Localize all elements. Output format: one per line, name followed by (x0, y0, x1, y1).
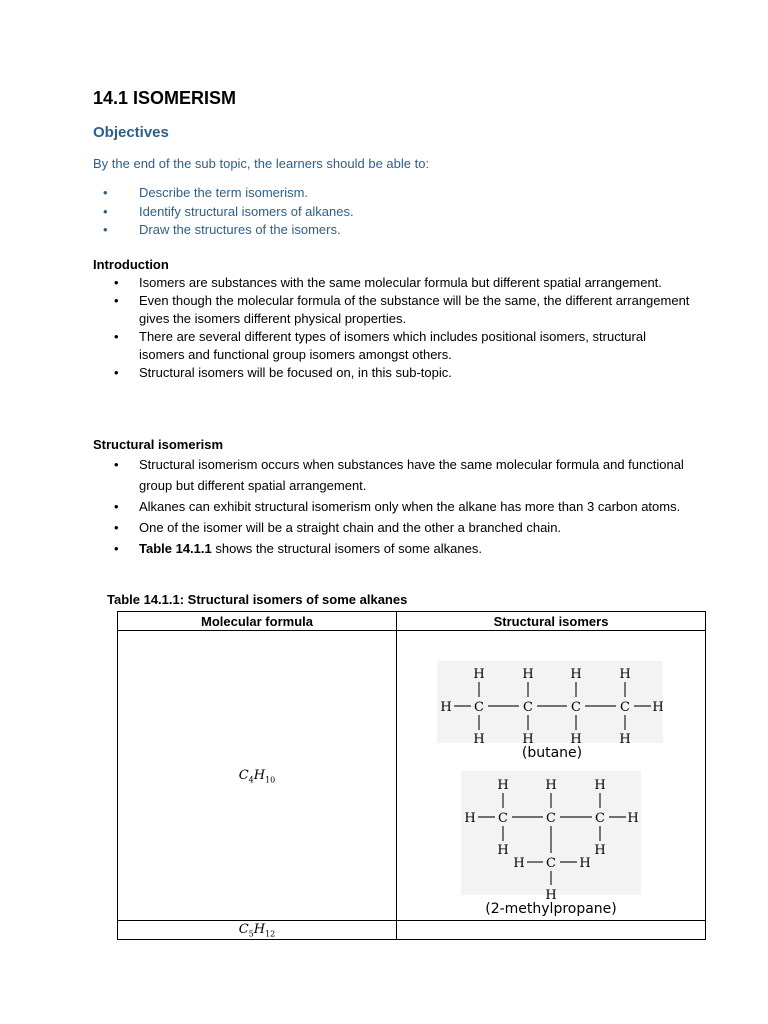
header-molecular-formula: Molecular formula (118, 612, 397, 631)
carbon-atom: C (498, 811, 508, 826)
hydrogen-atom: H (440, 700, 452, 715)
structural-diagrams (397, 631, 705, 917)
formula-cell (118, 921, 397, 940)
list-item: • Isomers are substances with the same molecular formula but different spatial arrangement. (93, 274, 693, 292)
hydrogen-atom: H (619, 667, 631, 682)
hydrogen-atom: H (594, 778, 606, 793)
list-item: • Alkanes can exhibit structural isomerism only when the alkane has more than 3 carbon atoms. (93, 496, 693, 517)
hydrogen-atom: H (570, 732, 582, 747)
list-item-text: shows the structural isomers of some alkanes. (211, 541, 482, 556)
carbon-atom: C (546, 856, 556, 871)
hydrogen-atom: H (570, 667, 582, 682)
hydrogen-atom: H (513, 856, 525, 871)
isomer-label-2-methylpropane: (2-methylpropane) (485, 901, 617, 917)
hydrogen-atom: H (522, 667, 534, 682)
table-header-row (118, 612, 706, 631)
objectives-intro: By the end of the sub topic, the learners should be able to: (93, 156, 430, 171)
hydrogen-atom: H (473, 667, 485, 682)
molecular-formula: $C_4H_{10}$ (238, 767, 276, 785)
table-caption: Table 14.1.1: Structural isomers of some alkanes (107, 592, 408, 607)
list-item: • There are several different types of isomers which includes positional isomers, structural isomers and functional group isomers amongst others. (93, 328, 693, 364)
isomer-label-butane: (butane) (521, 745, 583, 761)
introduction-list (93, 274, 693, 382)
hydrogen-atom: H (473, 732, 485, 747)
carbon-atom: C (571, 700, 581, 715)
list-item: • One of the isomer will be a straight chain and the other a branched chain. (93, 517, 693, 538)
hydrogen-atom: H (545, 888, 557, 903)
objectives-list (93, 184, 354, 240)
hydrogen-atom: H (652, 700, 664, 715)
objectives-heading: Objectives (93, 124, 169, 141)
hydrogen-atom: H (497, 843, 509, 858)
table-reference: Table 14.1.1 (139, 541, 212, 556)
hydrogen-atom: H (464, 811, 476, 826)
list-item: • Describe the term isomerism. (93, 184, 354, 203)
structures-cell (397, 921, 706, 940)
list-item: • Structural isomers will be focused on, in this sub-topic. (93, 364, 693, 382)
list-item: • Even though the molecular formula of the substance will be the same, the different arrangement gives the isomers different physical properties. (93, 292, 693, 328)
carbon-atom: C (523, 700, 533, 715)
structural-list (93, 454, 693, 559)
carbon-atom: C (546, 811, 556, 826)
hydrogen-atom: H (522, 732, 534, 747)
structural-heading: Structural isomerism (93, 437, 224, 452)
hydrogen-atom: H (545, 778, 557, 793)
formula-cell (118, 631, 397, 921)
carbon-atom: C (474, 700, 484, 715)
molecular-formula: $C_5H_{12}$ (238, 922, 276, 939)
table-row (118, 631, 706, 921)
structures-cell (397, 631, 706, 921)
hydrogen-atom: H (627, 811, 639, 826)
page-title: 14.1 ISOMERISM (93, 88, 237, 108)
carbon-atom: C (595, 811, 605, 826)
hydrogen-atom: H (594, 843, 606, 858)
table-row (118, 921, 706, 940)
header-structural-isomers: Structural isomers (397, 612, 706, 631)
list-item: • Identify structural isomers of alkanes. (93, 203, 354, 222)
list-item: • Draw the structures of the isomers. (93, 221, 354, 240)
hydrogen-atom: H (579, 856, 591, 871)
list-item: • Structural isomerism occurs when substances have the same molecular formula and functional group but different spatial arrangement. (93, 454, 693, 496)
list-item (93, 538, 693, 559)
hydrogen-atom: H (497, 778, 509, 793)
hydrogen-atom: H (619, 732, 631, 747)
carbon-atom: C (620, 700, 630, 715)
introduction-heading: Introduction (93, 257, 169, 272)
isomers-table (117, 611, 706, 940)
